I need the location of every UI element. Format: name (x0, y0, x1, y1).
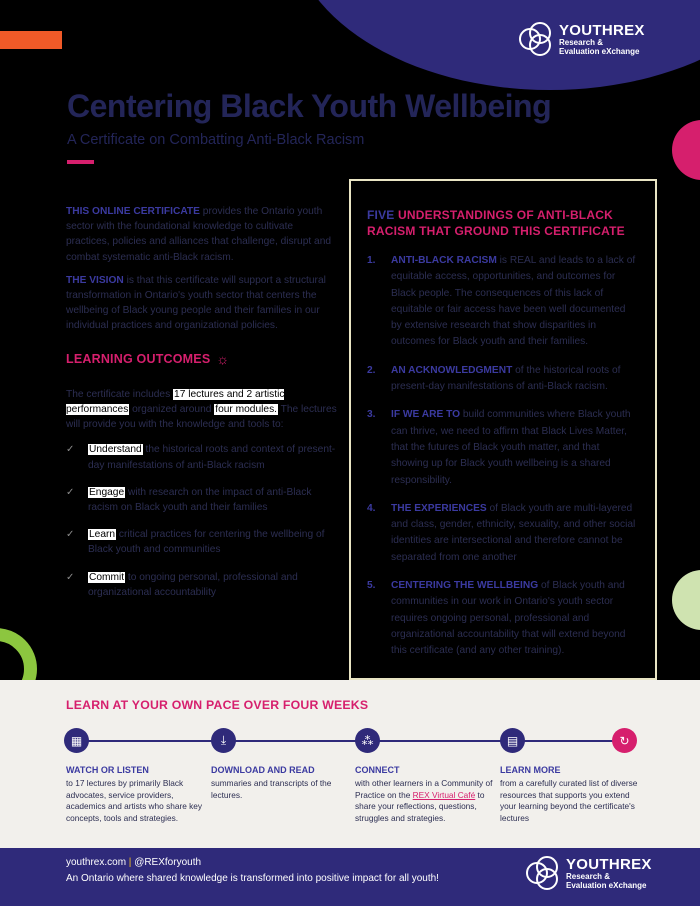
brand-name: YOUTHREX (559, 21, 645, 39)
learning-outcomes-heading: LEARNING OUTCOMES ☼ (66, 350, 230, 367)
list-item: ✓ Commit to ongoing personal, professional and organizational accountability (66, 570, 338, 600)
checkmark-icon: ✓ (66, 486, 75, 498)
timeline-line (76, 740, 624, 742)
list-item: ✓ Understand the historical roots and context of present- day manifestations of anti-Black racism (66, 442, 338, 472)
list-item: 3. IF WE ARE TO build communities where Black youth can thrive, we need to affirm that Black Lives Matter, that the futures of Black youth matter, and that showing up for Black youth wellbeing is a shared responsibility. (367, 409, 631, 486)
download-document-icon: ⤓ (211, 728, 236, 753)
checkmark-icon: ✓ (66, 529, 75, 541)
understandings-box (349, 179, 657, 680)
brand-sub-line2: Evaluation eXchange (559, 46, 640, 56)
understandings-list (367, 253, 639, 660)
lightbulb-icon: ☼ (216, 350, 230, 367)
youthrex-logo-icon (519, 22, 553, 56)
list-item: ✓ Learn critical practices for centering the wellbeing of Black youth and communities (66, 527, 338, 557)
twitter-handle-link[interactable]: @REXforyouth (134, 857, 202, 868)
brand-name: YOUTHREX (566, 855, 652, 873)
video-grid-icon: ▦ (64, 728, 89, 753)
intro-paragraph-1: THIS ONLINE CERTIFICATE provides the Ontario youth sector with the foundational knowledge to cultivate practices, policies and alliances that challenge, disrupt and combat systematic anti-Black racism. (66, 206, 332, 263)
footer-tagline: An Ontario where shared knowledge is transformed into positive impact for all youth! (66, 873, 439, 884)
checkmark-icon: ✓ (66, 571, 75, 583)
step-connect: CONNECT with other learners in a Community of Practice on the REX Virtual Café to share your reflections, questions, struggles and strategies. (355, 765, 493, 823)
pink-circle-decoration (672, 120, 700, 180)
youthrex-logo-icon (526, 856, 560, 890)
outcomes-list (66, 442, 338, 600)
left-column (66, 204, 338, 612)
rex-virtual-cafe-link[interactable]: REX Virtual Café (412, 789, 476, 800)
youthrex-logo-top (519, 22, 645, 56)
list-item: 5. CENTERING THE WELLBEING of Black youth and communities in our work in Ontario's youth sector requires ongoing personal, professional and organizational accountability that will extend beyond this certificate (and any other training). (367, 580, 626, 657)
step-learn-more: LEARN MORE from a carefully curated list of diverse resources that supports you extend your learning beyond the certificate's lectures (500, 765, 638, 823)
outcomes-intro: The certificate includes 17 lectures and 2 artistic performances organized around four modules. The lectures will provide you with the knowledge and tools to: (66, 388, 337, 431)
orange-accent-bar (0, 31, 62, 49)
page-title: Centering Black Youth Wellbeing (67, 88, 552, 124)
green-circle-decoration (672, 570, 700, 630)
list-item: 4. THE EXPERIENCES of Black youth are multi-layered and class, gender, ethnicity, sexuality, and other social identities are intersectional and therefore cannot be separated from one another (367, 502, 636, 563)
list-item: 2. AN ACKNOWLEDGMENT of the historical roots of present-day manifestations of anti-Black racism. (367, 364, 621, 393)
understandings-heading: FIVE UNDERSTANDINGS OF ANTI-BLACK RACISM THAT GROUND THIS CERTIFICATE (367, 208, 625, 238)
brand-sub-line1: Research & (559, 37, 604, 47)
checkmark-icon: ✓ (66, 444, 75, 456)
brand-sub-line2: Evaluation eXchange (566, 880, 647, 890)
pace-title: LEARN AT YOUR OWN PACE OVER FOUR WEEKS (66, 698, 369, 712)
book-icon: ▤ (500, 728, 525, 753)
intro-paragraph-2: THE VISION is that this certificate will support a structural transformation in Ontario's youth sector that centers the wellbeing of Black young people and their families in our individual practices and organizational policies. (66, 274, 326, 332)
step-download: DOWNLOAD AND READ summaries and transcripts of the lectures. (211, 765, 332, 800)
brand-sub-line1: Research & (566, 871, 611, 881)
website-link[interactable]: youthrex.com (66, 857, 127, 868)
community-icon: ⁂ (355, 728, 380, 753)
footer-links: youthrex.com | @REXforyouth (66, 857, 202, 868)
list-item: ✓ Engage with research on the impact of anti-Black racism on Black youth and their families (66, 485, 338, 515)
youthrex-logo-bottom (526, 856, 652, 890)
refresh-icon: ↻ (612, 728, 637, 753)
step-watch: WATCH OR LISTEN to 17 lectures by primarily Black advocates, service providers, academics and artists who share key concepts, tools and strategies. (66, 765, 203, 823)
list-item: 1. ANTI-BLACK RACISM is REAL and leads to a lack of equitable access, opportunities, and outcomes for Black people. The consequences of this lack of equitable or fair access have been well documented by extensive research that show disparities in outcomes for Black youth and their families. (367, 255, 636, 348)
title-underline (67, 160, 94, 164)
page-subtitle: A Certificate on Combatting Anti-Black Racism (67, 132, 365, 148)
